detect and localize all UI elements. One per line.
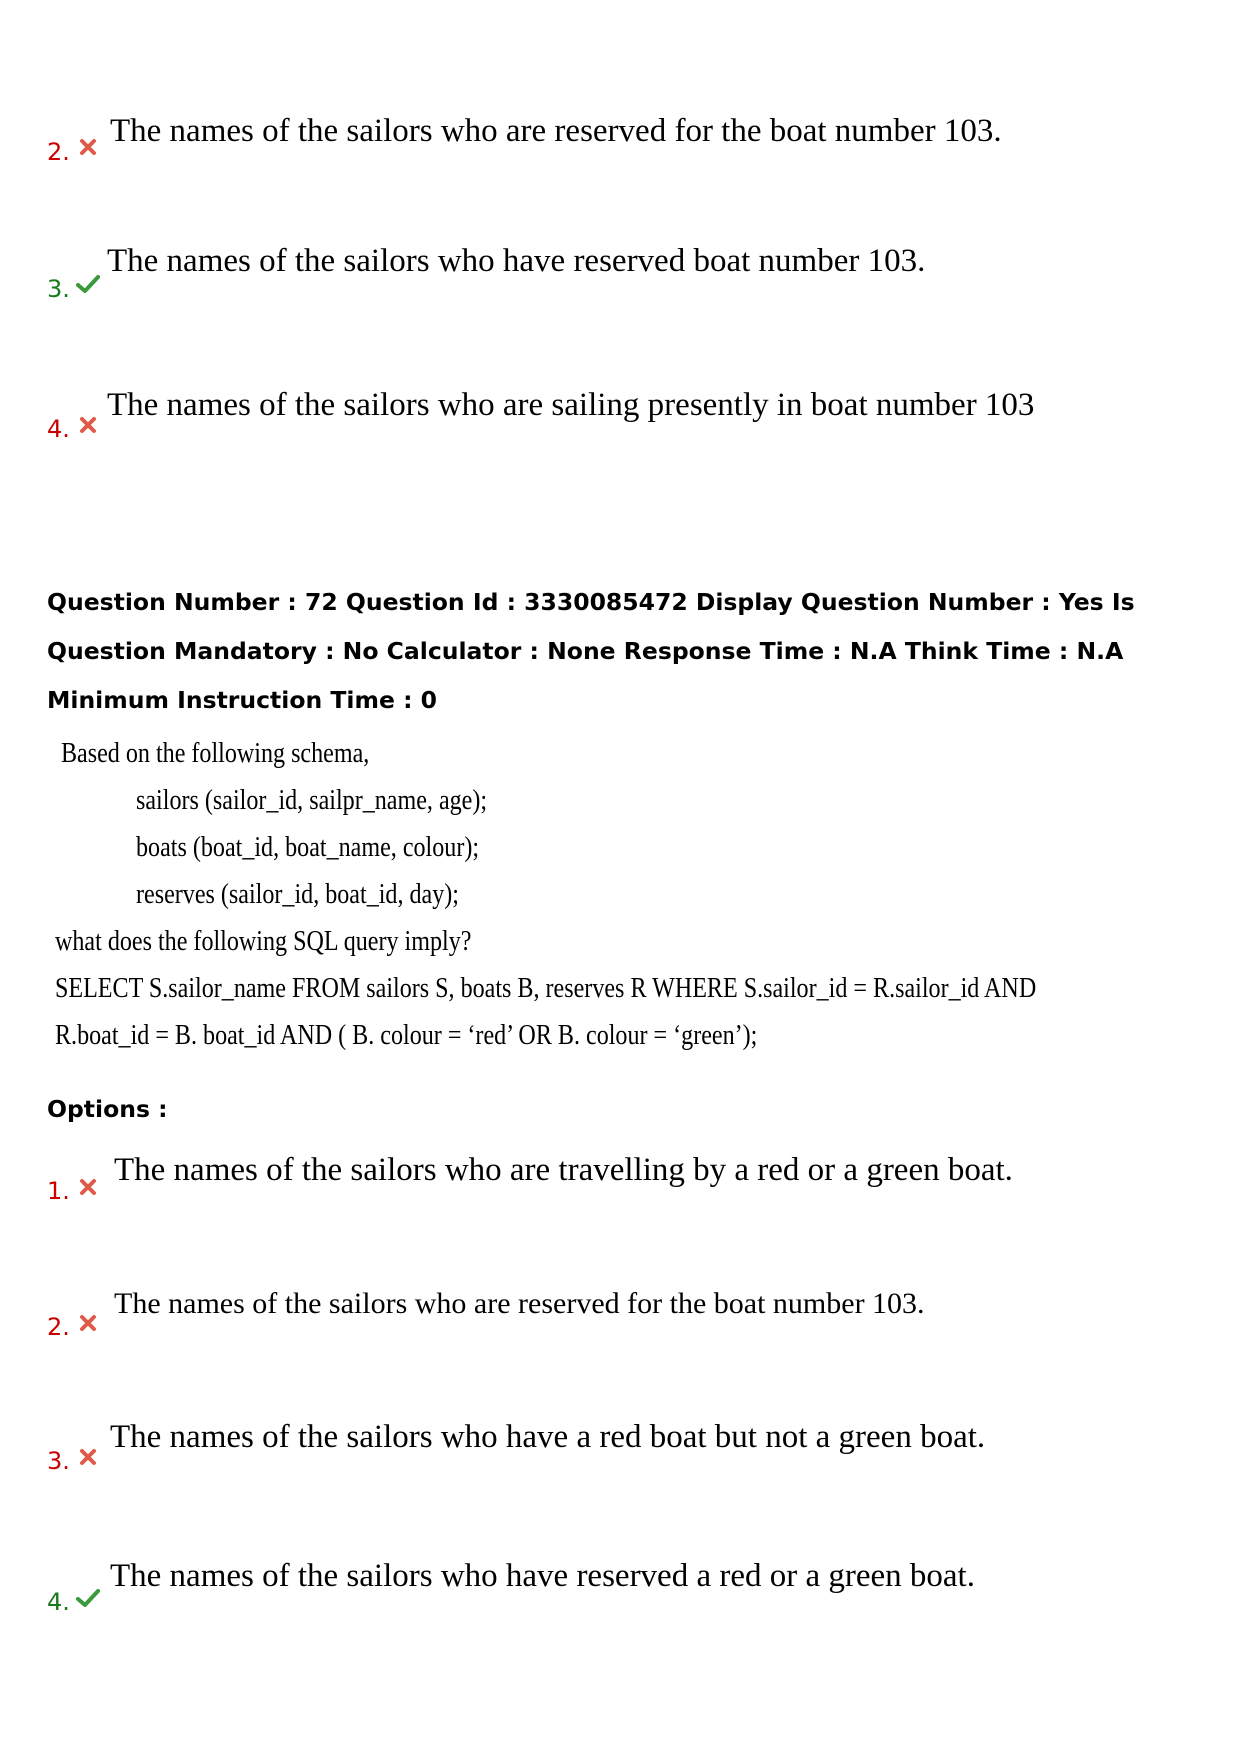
check-icon xyxy=(76,1588,100,1608)
cross-icon xyxy=(78,1447,98,1467)
option-text: The names of the sailors who are reserved for the boat number 103. xyxy=(110,113,1002,149)
question-line: R.boat_id = B. boat_id AND ( B. colour = ‘red’ OR B. colour = ‘green’); xyxy=(55,1020,758,1051)
cross-icon xyxy=(78,415,98,435)
question-line: boats (boat_id, boat_name, colour); xyxy=(136,832,480,863)
option-number: 2. xyxy=(47,138,70,166)
option-number: 2. xyxy=(47,1313,70,1341)
option-text: The names of the sailors who are sailing presently in boat number 103 xyxy=(107,387,1035,423)
question-line: SELECT S.sailor_name FROM sailors S, boats B, reserves R WHERE S.sailor_id = R.sailor_id AND xyxy=(55,973,1037,1004)
question-line: reserves (sailor_id, boat_id, day); xyxy=(136,879,459,910)
option-1 xyxy=(0,1152,1240,1212)
question-line: what does the following SQL query imply? xyxy=(55,926,472,957)
option-2 xyxy=(0,1287,1240,1353)
option-text: The names of the sailors who have reserved boat number 103. xyxy=(107,243,926,279)
question-meta: Question Number : 72 Question Id : 3330085472 Display Question Number : Yes Is Question Mandatory : No Calculator : None Response Time : N.A Think Time : N.A Minimum Instruction Time : 0 xyxy=(47,588,1135,714)
option-text: The names of the sailors who are reserved for the boat number 103. xyxy=(114,1287,925,1320)
prev-option-4 xyxy=(0,385,1240,445)
option-text: The names of the sailors who have a red boat but not a green boat. xyxy=(110,1419,986,1455)
option-number: 1. xyxy=(47,1177,70,1205)
options-label: Options : xyxy=(47,1095,168,1123)
option-number: 4. xyxy=(47,1588,70,1616)
cross-icon xyxy=(78,1313,98,1333)
cross-icon xyxy=(78,1177,98,1197)
option-number: 3. xyxy=(47,1447,70,1475)
question-line: Based on the following schema, xyxy=(61,738,370,769)
question-line: sailors (sailor_id, sailpr_name, age); xyxy=(136,785,488,816)
option-text: The names of the sailors who are travelling by a red or a green boat. xyxy=(114,1152,1013,1188)
cross-icon xyxy=(78,137,98,157)
check-icon xyxy=(76,274,100,294)
prev-option-2 xyxy=(0,110,1240,170)
option-number: 4. xyxy=(47,415,70,443)
option-number: 3. xyxy=(47,275,70,303)
prev-option-3 xyxy=(0,240,1240,303)
option-4 xyxy=(0,1558,1240,1622)
option-3 xyxy=(0,1419,1240,1485)
option-text: The names of the sailors who have reserved a red or a green boat. xyxy=(110,1558,975,1594)
